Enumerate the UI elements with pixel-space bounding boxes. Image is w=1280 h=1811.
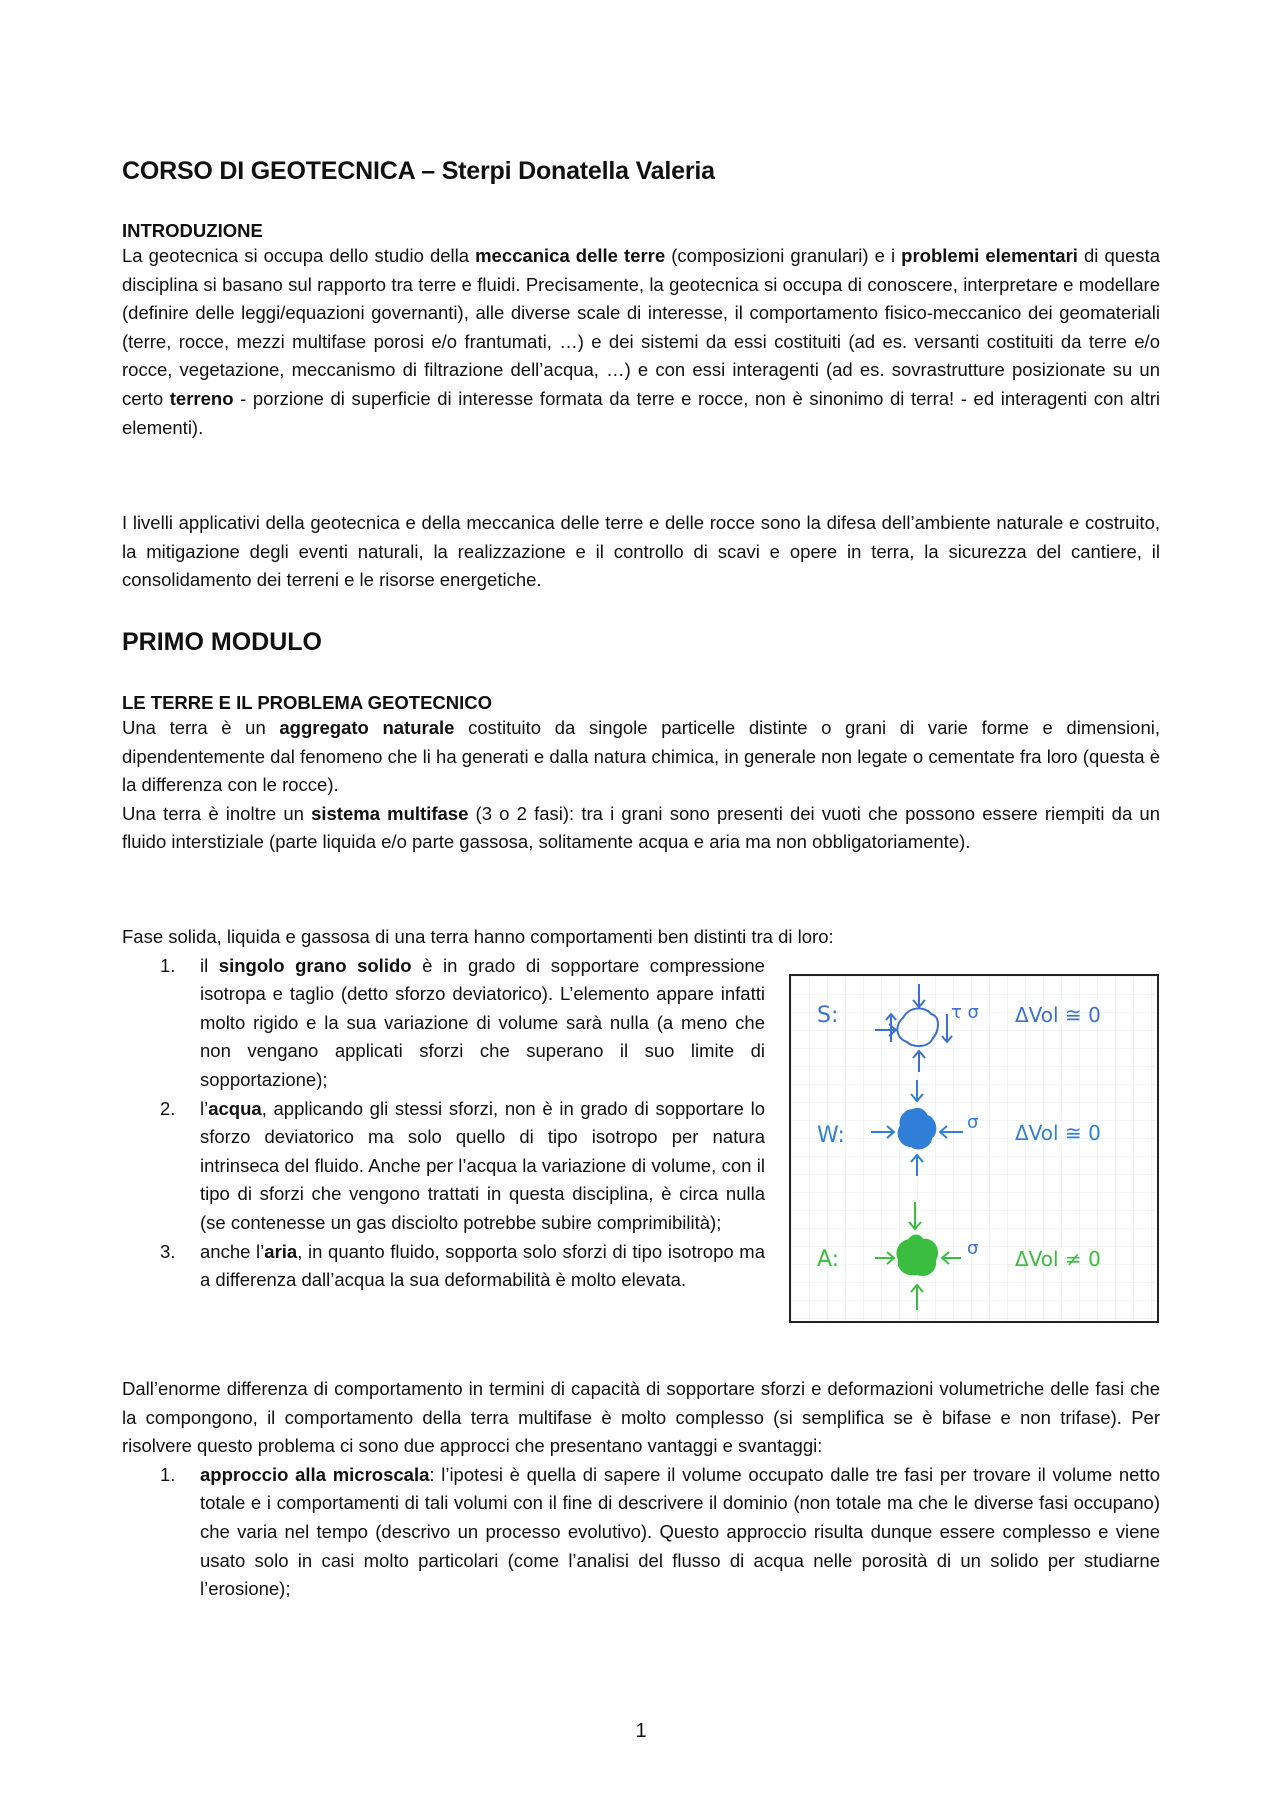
phases-list-wrap xyxy=(122,952,765,1295)
module-heading: PRIMO MODULO xyxy=(122,628,322,656)
air-dvol: ΔVol ≠ 0 xyxy=(1015,1247,1101,1271)
solid-stress-label: τ σ xyxy=(951,1002,979,1023)
text-run: Una terra è inoltre un xyxy=(122,802,312,824)
intro-paragraph-2: I livelli applicativi della geotecnica e della meccanica delle terre e delle rocce sono la difesa dell’ambiente naturale e costruito, la mitigazione degli eventi naturali, la realizzazione e il controllo di scavi e opere in terra, la sicurezza del cantiere, il consolidamento dei terreni e le risorse energetiche. xyxy=(122,512,1160,591)
terre-paragraph-2 xyxy=(122,800,1160,857)
bold-term: terreno xyxy=(169,387,234,409)
text-run: : l’ipotesi è quella di sapere il volume occupato dalle tre fasi per trovare il volume netto totale e i comportamenti di tali volumi con il fine di descrivere il dominio (non totale ma che le diverse fasi occupano) che varia nel tempo (descrivo un processo evolutivo). Questo approccio risulta dunque essere complesso e viene usato solo in casi molto particolari (come l’analisi del flusso di acqua nelle porosità di un solido per studiarne l’erosione); xyxy=(200,1463,1160,1600)
bold-term: approccio alla microscala xyxy=(200,1463,430,1485)
list-number: 3. xyxy=(160,1240,176,1262)
approach-list-item xyxy=(122,1461,1160,1604)
approaches-block xyxy=(122,1375,1160,1604)
intro-paragraph-2-block xyxy=(122,509,1160,595)
text-run: Una terra è un xyxy=(122,717,280,738)
text-run: , in quanto fluido, sopporta solo sforzi di tipo isotropo ma a differenza dall’acqua la sua deformabilità è molto elevata. xyxy=(200,1240,766,1291)
phases-list xyxy=(122,952,765,1295)
intro-section xyxy=(122,220,1160,442)
text-run: La geotecnica si occupa dello studio della xyxy=(122,245,476,266)
phases-intro: Fase solida, liquida e gassosa di una terra hanno comportamenti ben distinti tra di loro: xyxy=(122,926,834,947)
bold-term: meccanica delle terre xyxy=(475,245,666,266)
intro-heading: INTRODUZIONE xyxy=(122,220,263,241)
phase-list-item xyxy=(122,952,765,1095)
intro-paragraph-1 xyxy=(122,242,1160,442)
air-stress-label: σ xyxy=(967,1238,979,1259)
bold-term: aria xyxy=(264,1240,298,1262)
text-run: (3 o 2 fasi): tra i grani sono presenti dei vuoti che possono essere riempiti da un fluido interstiziale (parte liquida e/o parte gassosa, solitamente acqua e aria ma non obbligatoriamente). xyxy=(122,802,1161,853)
text-run: è in grado di sopportare compressione isotropa e taglio (detto sforzo deviatorico). L’elemento appare infatti molto rigido e la sua variazione di volume sarà nulla (a meno che non vengano applicati sforzi che superano il suo limite di sopportazione); xyxy=(200,954,765,1090)
terre-section-heading: LE TERRE E IL PROBLEMA GEOTECNICO xyxy=(122,692,493,713)
approaches-list xyxy=(122,1461,1160,1604)
bold-term: singolo grano solido xyxy=(218,954,412,976)
terre-section xyxy=(122,692,1160,857)
terre-paragraph-1 xyxy=(122,714,1160,800)
list-number: 1. xyxy=(160,1463,176,1485)
text-run: di questa disciplina si basano sul rapporto tra terre e fluidi. Precisamente, la geotecnica si occupa di conoscere, interpretare e modellare (definire delle leggi/equazioni governanti), alle diverse scale di interesse, il comportamento fisico-meccanico dei geomateriali (terre, rocce, mezzi multifase porosi e/o frantumati, …) e dei sistemi da essi costituiti (ad es. versanti costituiti da terre e/o rocce, vegetazione, meccanismo di filtrazione dell’acqua, …) e con essi interagenti (ad es. sovrastrutture posizionate su un certo xyxy=(122,245,1160,409)
phases-sketch xyxy=(791,976,1157,1321)
bold-term: aggregato naturale xyxy=(279,717,455,738)
water-dvol: ΔVol ≅ 0 xyxy=(1015,1121,1101,1145)
water-label: W: xyxy=(817,1123,845,1148)
text-run: anche l’ xyxy=(200,1240,265,1262)
phase-list-item xyxy=(122,1095,765,1238)
air-label: A: xyxy=(817,1247,840,1272)
bold-term: sistema multifase xyxy=(311,802,469,824)
solid-dvol: ΔVol ≅ 0 xyxy=(1015,1003,1101,1027)
text-run: il xyxy=(200,954,219,976)
page-number: 1 xyxy=(635,1720,647,1742)
text-run: costituito da singole particelle distinte o grani di varie forme e dimensioni, dipendentemente dal fenomeno che li ha generati e dalla natura chimica, in generale non legate o cementate fra loro (questa è la differenza con le rocce). xyxy=(122,717,1160,796)
grid-background xyxy=(791,976,1157,1321)
water-stress-label: σ xyxy=(967,1112,979,1133)
document-title: CORSO DI GEOTECNICA – Sterpi Donatella Valeria xyxy=(122,157,715,185)
phase-list-item xyxy=(122,1238,765,1295)
text-run: (composizioni granulari) e i xyxy=(665,245,902,266)
solid-label: S: xyxy=(817,1003,839,1028)
bold-term: acqua xyxy=(208,1097,262,1119)
text-run: l’ xyxy=(200,1097,209,1119)
phases-sketch-figure xyxy=(789,974,1159,1323)
list-number: 2. xyxy=(160,1097,176,1119)
list-number: 1. xyxy=(160,954,176,976)
text-run: - porzione di superficie di interesse formata da terre e rocce, non è sinonimo di terra! - ed interagenti con altri elementi). xyxy=(122,387,1160,438)
text-run: , applicando gli stessi sforzi, non è in grado di sopportare lo sforzo deviatorico ma solo quello di tipo isotropo per natura intrinseca del fluido. Anche per l’acqua la variazione di volume, con il tipo di sforzi che vengono trattati in questa disciplina, è circa nulla (se contenesse un gas disciolto potrebbe subire comprimibilità); xyxy=(200,1097,765,1233)
bold-term: problemi elementari xyxy=(901,245,1078,266)
approaches-intro: Dall’enorme differenza di comportamento in termini di capacità di sopportare sforzi e deformazioni volumetriche delle fasi che la compongono, il comportamento della terra multifase è molto complesso (si semplifica se è bifase e non trifase). Per risolvere questo problema ci sono due approcci che presentano vantaggi e svantaggi: xyxy=(122,1378,1160,1457)
